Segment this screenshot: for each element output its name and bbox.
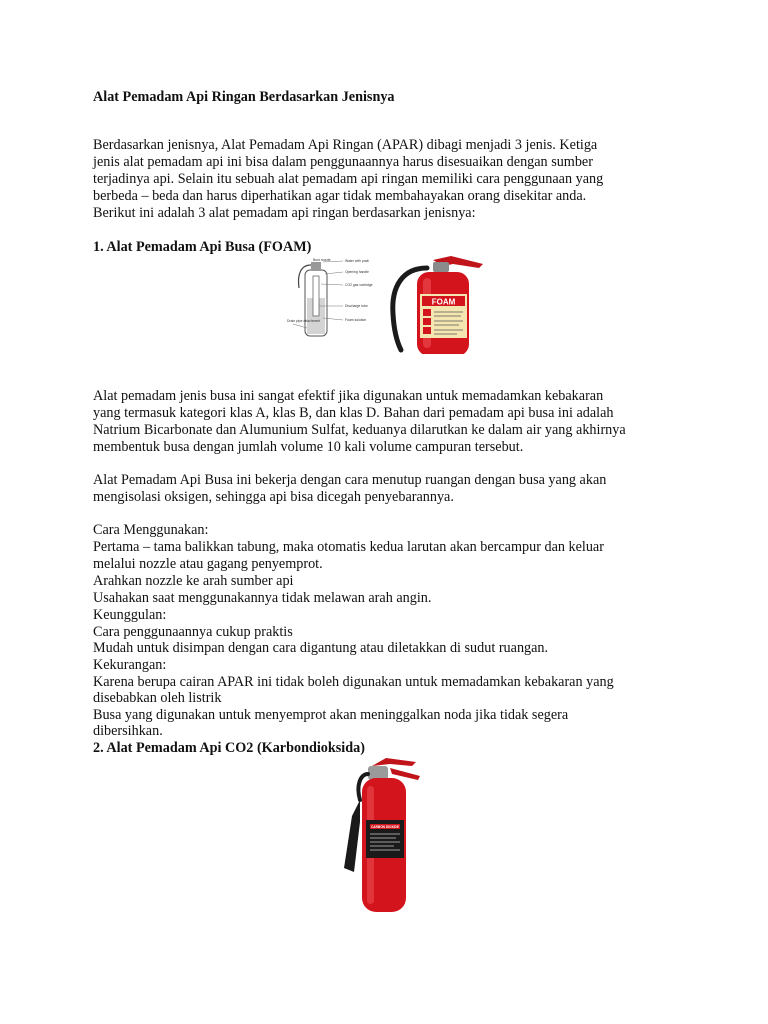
list-line: disebabkan oleh listrik — [93, 690, 222, 706]
section2-heading: 2. Alat Pemadam Api CO2 (Karbondioksida) — [93, 740, 365, 756]
list-line: Cara penggunaannya cukup praktis — [93, 624, 293, 640]
diagram-label: Bust nozzle — [313, 258, 331, 262]
paragraph-line: membentuk busa dengan jumlah volume 10 kali volume campuran tersebut. — [93, 439, 524, 455]
intro-line: terjadinya api. Selain itu sebuah alat pemadam api ringan memiliki cara penggunaan yang — [93, 171, 604, 187]
diagram-label: Discharge tube — [345, 304, 368, 308]
diagram-label: Opening handle — [345, 270, 369, 274]
co2-extinguisher-photo — [338, 756, 430, 914]
diagram-label: Water with pratt — [345, 259, 369, 263]
list-line: Pertama – tama balikkan tabung, maka otomatis kedua larutan akan bercampur dan keluar — [93, 539, 604, 555]
list-line: Arahkan nozzle ke arah sumber api — [93, 573, 294, 589]
diagram-label: Foam solution — [345, 318, 367, 322]
section1-heading: 1. Alat Pemadam Api Busa (FOAM) — [93, 239, 312, 255]
paragraph-line: yang termasuk kategori klas A, klas B, dan klas D. Bahan dari pemadam api busa ini adalah — [93, 405, 614, 421]
foam-label-text: FOAM — [431, 297, 456, 307]
paragraph-line: Alat Pemadam Api Busa ini bekerja dengan cara menutup ruangan dengan busa yang akan — [93, 472, 607, 488]
co2-label-text: CARBON DIOXIDE — [371, 825, 399, 829]
list-line: melalui nozzle atau gagang penyemprot. — [93, 556, 323, 572]
list-line: Busa yang digunakan untuk menyemprot akan meninggalkan noda jika tidak segera — [93, 707, 569, 723]
intro-line: Berdasarkan jenisnya, Alat Pemadam Api Ringan (APAR) dibagi menjadi 3 jenis. Ketiga — [93, 137, 598, 153]
diagram-label: CO2 gas cartridge — [345, 283, 373, 287]
list-line: Keunggulan: — [93, 607, 167, 623]
list-line: Cara Menggunakan: — [93, 522, 209, 538]
list-line: Kekurangan: — [93, 657, 167, 673]
list-line: dibersihkan. — [93, 723, 163, 739]
document-title: Alat Pemadam Api Ringan Berdasarkan Jenisnya — [93, 89, 395, 105]
intro-line: jenis alat pemadam api ini bisa dalam penggunaannya harus disesuaikan dengan sumber — [93, 154, 593, 170]
foam-extinguisher-diagram — [287, 258, 373, 342]
foam-extinguisher-photo — [387, 254, 487, 354]
list-line: Karena berupa cairan APAR ini tidak boleh digunakan untuk memadamkan kebakaran yang — [93, 674, 614, 690]
paragraph-line: mengisolasi oksigen, sehingga api bisa dicegah penyebarannya. — [93, 489, 454, 505]
paragraph-line: Alat pemadam jenis busa ini sangat efektif jika digunakan untuk memadamkan kebakaran — [93, 388, 604, 404]
list-line: Mudah untuk disimpan dengan cara digantung atau diletakkan di sudut ruangan. — [93, 640, 549, 656]
intro-line: Berikut ini adalah 3 alat pemadam api ringan berdasarkan jenisnya: — [93, 205, 476, 221]
diagram-label: Drain pipe attachment — [287, 319, 321, 323]
list-line: Usahakan saat menggunakannya tidak melawan arah angin. — [93, 590, 432, 606]
intro-line: berbeda – beda dan harus diperhatikan agar tidak membahayakan orang disekitar anda. — [93, 188, 587, 204]
paragraph-line: Natrium Bicarbonate dan Alumunium Sulfat, keduanya dilarutkan ke dalam air yang akhirnya — [93, 422, 626, 438]
